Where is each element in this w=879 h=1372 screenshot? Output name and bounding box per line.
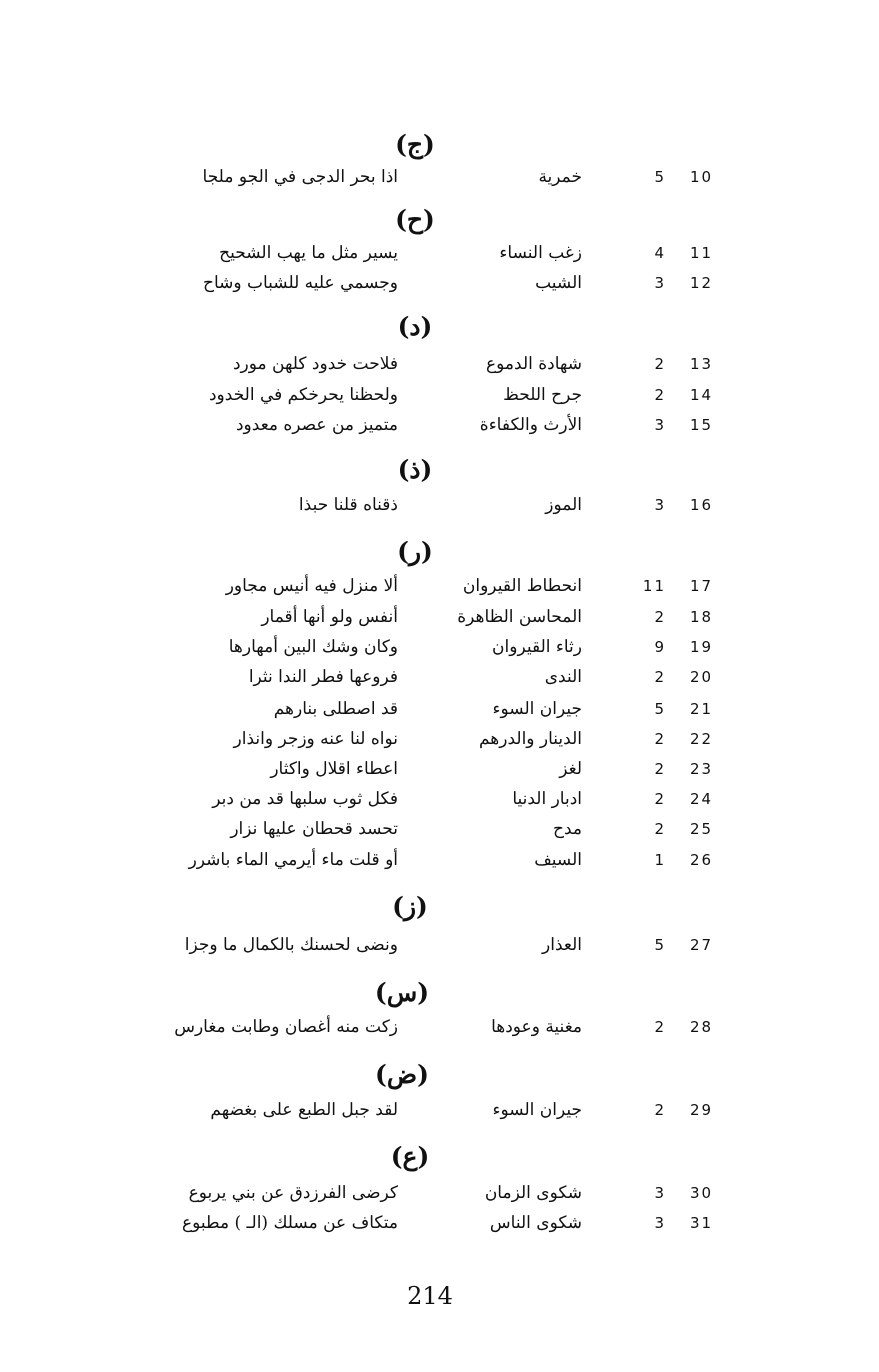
section-letter-heading: (د) [397, 312, 433, 341]
verse-count: 5 [654, 700, 666, 718]
poem-number: 30 [690, 1184, 714, 1202]
first-verse: ولحظنا يحرخكم في الخدود [208, 385, 398, 405]
verse-count: 3 [654, 1214, 666, 1232]
verse-count: 5 [654, 936, 666, 954]
section-letter-heading: (س) [374, 978, 430, 1007]
poem-title: الشيب [535, 273, 582, 293]
verse-count: 2 [654, 1018, 666, 1036]
first-verse: كرضى الفرزدق عن بني يربوع [188, 1183, 398, 1203]
first-verse: لقد جبل الطبع على بغضهم [210, 1100, 398, 1120]
first-verse: متميز من عصره معدود [235, 415, 398, 435]
section-letter-heading: (ج) [395, 130, 435, 159]
verse-count: 2 [654, 760, 666, 778]
poem-title: زغب النساء [499, 243, 582, 263]
poem-title: شكوى الناس [489, 1213, 582, 1233]
poem-title: شهادة الدموع [486, 354, 582, 374]
first-verse: أو قلت ماء أيرمي الماء باشرر [188, 850, 398, 870]
poem-number: 15 [690, 416, 714, 434]
poem-number: 11 [690, 244, 714, 262]
poem-title: خمرية [538, 167, 582, 187]
first-verse: نواه لنا عنه وزجر وانذار [233, 729, 398, 749]
verse-count: 11 [642, 577, 666, 595]
poem-number: 22 [690, 730, 714, 748]
poem-title: شكوى الزمان [484, 1183, 582, 1203]
first-verse: وجسمي عليه للشباب وشاح [202, 273, 398, 293]
verse-count: 2 [654, 730, 666, 748]
poem-title: مدح [552, 819, 582, 839]
verse-count: 3 [654, 274, 666, 292]
poem-number: 14 [690, 386, 714, 404]
section-letter-heading: (ر) [397, 537, 433, 566]
section-letter-heading: (ع) [390, 1142, 430, 1171]
first-verse: ألا منزل فيه أنيس مجاور [225, 576, 398, 596]
page-number: 214 [407, 1282, 453, 1310]
poem-title: لغز [559, 759, 582, 779]
first-verse: يسير مثل ما يهب الشحيح [219, 243, 398, 263]
poem-number: 13 [690, 355, 714, 373]
first-verse: وكان وشك البين أمهارها [228, 637, 398, 657]
poem-title: انحطاط القيروان [462, 576, 582, 596]
poem-number: 16 [690, 496, 714, 514]
poem-title: السيف [534, 850, 582, 870]
poem-number: 17 [690, 577, 714, 595]
section-letter-heading: (ح) [395, 205, 435, 234]
poem-number: 29 [690, 1101, 714, 1119]
verse-count: 3 [654, 496, 666, 514]
verse-count: 4 [654, 244, 666, 262]
first-verse: أنفس ولو أنها أقمار [261, 607, 398, 627]
first-verse: تحسد قحطان عليها نزار [230, 819, 398, 839]
poem-number: 23 [690, 760, 714, 778]
section-letter-heading: (ذ) [397, 455, 433, 484]
first-verse: فلاحت خدود كلهن مورد [232, 354, 398, 374]
poem-number: 25 [690, 820, 714, 838]
verse-count: 2 [654, 1101, 666, 1119]
verse-count: 2 [654, 386, 666, 404]
verse-count: 2 [654, 608, 666, 626]
verse-count: 3 [654, 1184, 666, 1202]
poem-title: الأرث والكفاءة [479, 415, 582, 435]
poem-number: 27 [690, 936, 714, 954]
poem-number: 21 [690, 700, 714, 718]
section-letter-heading: (ز) [392, 892, 428, 921]
verse-count: 9 [654, 638, 666, 656]
poem-title: ادبار الدنيا [512, 789, 582, 809]
first-verse: متكاف عن مسلك (الـ ) مطبوع [181, 1213, 398, 1233]
first-verse: ذقناه قلنا حبذا [298, 495, 398, 515]
poem-title: العذار [542, 935, 582, 955]
poem-title: الدينار والدرهم [478, 729, 582, 749]
poem-number: 18 [690, 608, 714, 626]
first-verse: اذا بحر الدجى في الجو ملجا [202, 167, 398, 187]
verse-count: 3 [654, 416, 666, 434]
poem-title: المحاسن الظاهرة [457, 607, 582, 627]
first-verse: ونضى لحسنك بالكمال ما وجزا [184, 935, 398, 955]
poem-number: 26 [690, 851, 714, 869]
poem-number: 31 [690, 1214, 714, 1232]
poem-number: 12 [690, 274, 714, 292]
poem-number: 19 [690, 638, 714, 656]
first-verse: زكت منه أغصان وطابت مغارس [174, 1017, 398, 1037]
poem-number: 28 [690, 1018, 714, 1036]
poem-number: 10 [690, 168, 714, 186]
verse-count: 5 [654, 168, 666, 186]
first-verse: فروعها فطر الندا نثرا [248, 667, 398, 687]
section-letter-heading: (ض) [375, 1060, 429, 1089]
poem-title: رثاء القيروان [492, 637, 582, 657]
verse-count: 2 [654, 820, 666, 838]
verse-count: 2 [654, 668, 666, 686]
poem-title: الندى [544, 667, 582, 687]
poem-title: الموز [545, 495, 582, 515]
verse-count: 2 [654, 355, 666, 373]
poem-title: جرح اللحظ [503, 385, 582, 405]
first-verse: فكل ثوب سلبها قد من دبر [212, 789, 398, 809]
poem-number: 20 [690, 668, 714, 686]
verse-count: 1 [654, 851, 666, 869]
first-verse: قد اصطلى بنارهم [273, 699, 398, 719]
poem-title: مغنية وعودها [491, 1017, 582, 1037]
poem-number: 24 [690, 790, 714, 808]
poem-title: جيران السوء [492, 699, 582, 719]
verse-count: 2 [654, 790, 666, 808]
poem-title: جيران السوء [492, 1100, 582, 1120]
first-verse: اعطاء اقلال واكثار [270, 759, 398, 779]
